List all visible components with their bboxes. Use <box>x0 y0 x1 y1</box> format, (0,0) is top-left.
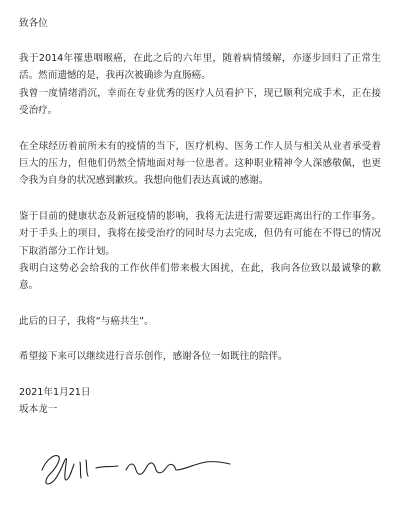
paragraph-gratitude: 在全球经历着前所未有的疫情的当下，医疗机构、医务工作人员与相关从业者承受着巨大的压力，但他们仍然全情地面对每一位患者。这种职业精神令人深感敬佩，也更令我为自身的状况感到歉疚。我想向他们表达真诚的感谢。 <box>19 140 381 187</box>
handwritten-signature <box>36 440 236 492</box>
paragraph-surgery: 我曾一度情绪消沉，幸而在专业优秀的医疗人员看护下，现已顺利完成手术，正在接受治疗。 <box>19 87 381 117</box>
paragraph-apology: 我明白这势必会给我的工作伙伴们带来极大困扰，在此，我向各位致以最诚挚的歉意。 <box>19 263 381 292</box>
paragraph-work-impact: 鉴于目前的健康状态及新冠疫情的影响，我将无法进行需要远距离出行的工作事务。对于手头上的项目，我将在接受治疗的同时尽力去完成，但仍有可能在不得已的情况下取消部分工作计划。 <box>19 210 381 257</box>
paragraph-music: 希望接下来可以继续进行音乐创作，感谢各位一如既往的陪伴。 <box>19 351 288 363</box>
author-name: 坂本龙一 <box>19 403 58 415</box>
paragraph-diagnosis: 我于2014年罹患咽喉癌，在此之后的六年里，随着病情缓解，亦逐步回归了正常生活。然而遗憾的是，我再次被确诊为直肠癌。 <box>19 53 381 82</box>
letter-date: 2021年1月21日 <box>19 386 91 398</box>
salutation: 致各位 <box>19 18 48 29</box>
paragraph-living-with-cancer: 此后的日子，我将“与癌共生”。 <box>19 315 154 327</box>
letter <box>19 16 381 418</box>
